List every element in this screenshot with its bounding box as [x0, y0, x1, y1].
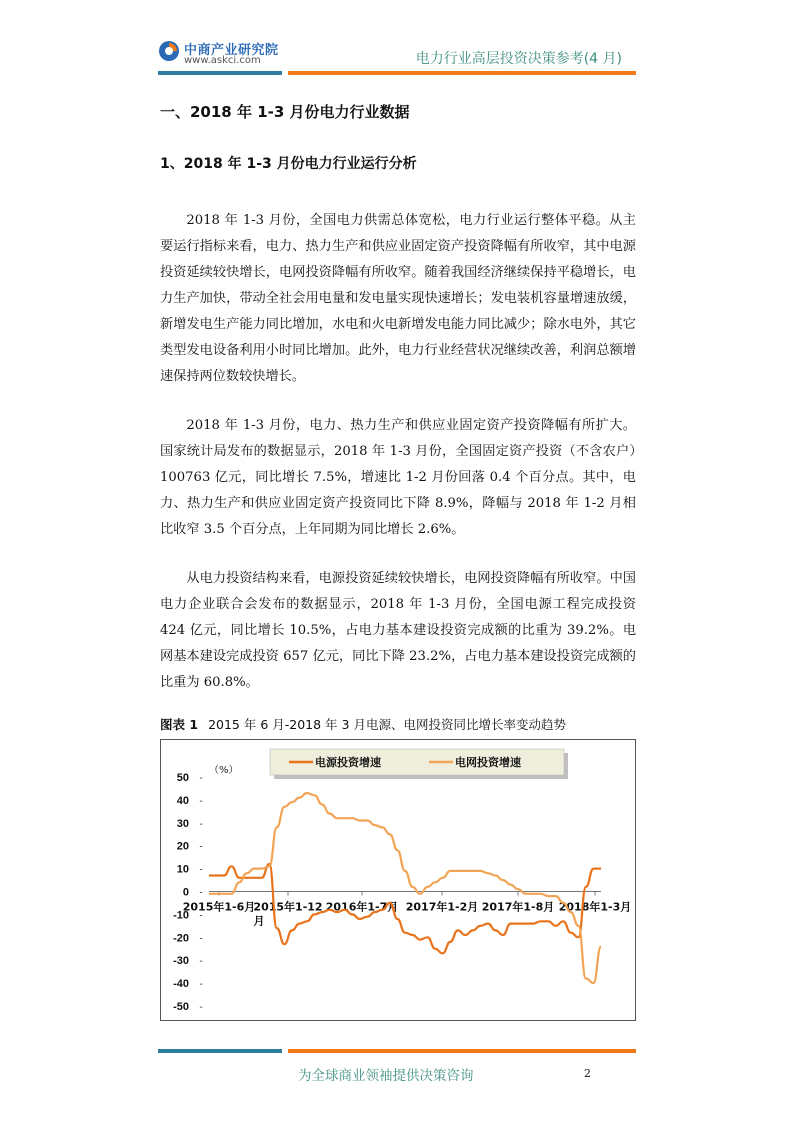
y-tick-label: -30 — [173, 955, 189, 968]
logo-cn-name: 中商产业研究院 — [184, 43, 279, 58]
paragraph-2: 2018 年 1-3 月份，电力、热力生产和供应业固定资产投资降幅有所扩大。国家统计局发布的数据显示，2018 年 1-3 月份，全国固定资产投资（不含农户）100763 亿元，同比增长 7.5%，增速比 1-2 月份回落 0.4 个百分点。其中，电力、热力生产和供应业固定资产投资同比下降 8.9%，降幅与 2018 年 1-2 月相比收窄 3.5 个百分点，上年同期为同比增长 2.6%。 — [160, 418, 636, 537]
y-tick-label: 10 — [176, 863, 189, 876]
paragraph-1: 2018 年 1-3 月份，全国电力供需总体宽松，电力行业运行整体平稳。从主要运行指标来看，电力、热力生产和供应业固定资产投资降幅有所收窄，其中电源投资延续较快增长，电网投资降幅有所收窄。随着我国经济继续保持平稳增长，电力生产加快，带动全社会用电量和发电量实现快速增长；发电装机容量增速放缓，新增发电生产能力同比增加，水电和火电新增发电能力同比减少；除水电外，其它类型发电设备利用小时同比增加。此外，电力行业经营状况继续改善，利润总额增速保持两位数较快增长。 — [160, 213, 636, 384]
y-tick-mark: - — [199, 956, 203, 968]
y-axis-unit-label: （%） — [209, 765, 239, 776]
company-logo-icon — [158, 40, 180, 62]
legend-label: 电源投资增速 — [315, 756, 381, 769]
y-tick-label: 0 — [182, 886, 189, 899]
footer-slogan: 为全球商业领袖提供决策咨询 — [298, 1068, 474, 1084]
x-tick-label: 2015年1-12 — [253, 900, 323, 914]
section-heading: 一、2018 年 1-3 月份电力行业数据 — [160, 103, 410, 121]
subsection-heading: 1、2018 年 1-3 月份电力行业运行分析 — [160, 156, 417, 172]
y-tick-mark: - — [199, 1002, 203, 1013]
y-tick-mark: - — [199, 773, 203, 784]
y-tick-label: 30 — [176, 817, 189, 830]
y-tick-mark: - — [199, 979, 203, 991]
figure-label: 图表 1 — [160, 717, 199, 732]
y-tick-mark: - — [199, 864, 203, 876]
footer-rule-blue — [158, 1049, 282, 1053]
header-rule-orange — [288, 71, 636, 75]
x-tick-label: 2017年1-8月 — [481, 900, 555, 914]
y-tick-mark: - — [199, 910, 203, 922]
y-tick-mark: - — [199, 795, 203, 807]
paragraph-3: 从电力投资结构来看，电源投资延续较快增长，电网投资降幅有所收窄。中国电力企业联合会发布的数据显示，2018 年 1-3 月份，全国电源工程完成投资 424 亿元，同比增长 10.5%，占电力基本建设投资完成额的比重为 39.2%。电网基本建设完成投资 657 亿元，同比下降 23.2%，占电力基本建设投资完成额的比重为 60.8%。 — [160, 571, 636, 690]
y-tick-label: 50 — [176, 772, 189, 784]
figure-title: 2015 年 6 月-2018 年 3 月电源、电网投资同比增长率变动趋势 — [208, 717, 566, 732]
x-tick-label: 2015年1-6月 — [182, 900, 256, 914]
y-tick-label: -50 — [173, 1001, 189, 1013]
y-tick-label: -20 — [173, 932, 189, 945]
figure-caption — [160, 715, 566, 733]
y-tick-label: 40 — [176, 794, 189, 807]
y-tick-mark: - — [199, 887, 203, 899]
y-tick-label: -40 — [173, 978, 189, 991]
y-tick-label: -10 — [173, 909, 189, 922]
y-tick-label: 20 — [176, 840, 189, 853]
document-header-title: 电力行业高层投资决策参考(4 月) — [415, 51, 622, 67]
chart-svg — [161, 740, 635, 1020]
x-tick-label: 2017年1-2月 — [405, 900, 479, 914]
page-number: 2 — [584, 1067, 591, 1080]
line-chart — [160, 739, 636, 1021]
legend-label: 电网投资增速 — [455, 756, 521, 769]
y-tick-mark: - — [199, 841, 203, 853]
logo-url: www.askci.com — [184, 55, 261, 66]
series-line-grid — [209, 793, 601, 983]
x-tick-label: 2018年1-3月 — [558, 900, 632, 914]
x-tick-label-wrap: 月 — [253, 914, 265, 928]
x-tick-label: 2016年1-7月 — [325, 900, 399, 914]
logo — [158, 38, 298, 70]
y-tick-mark: - — [199, 818, 203, 830]
header-rule-blue — [158, 71, 282, 75]
footer-rule-orange — [288, 1049, 636, 1053]
y-tick-mark: - — [199, 933, 203, 945]
